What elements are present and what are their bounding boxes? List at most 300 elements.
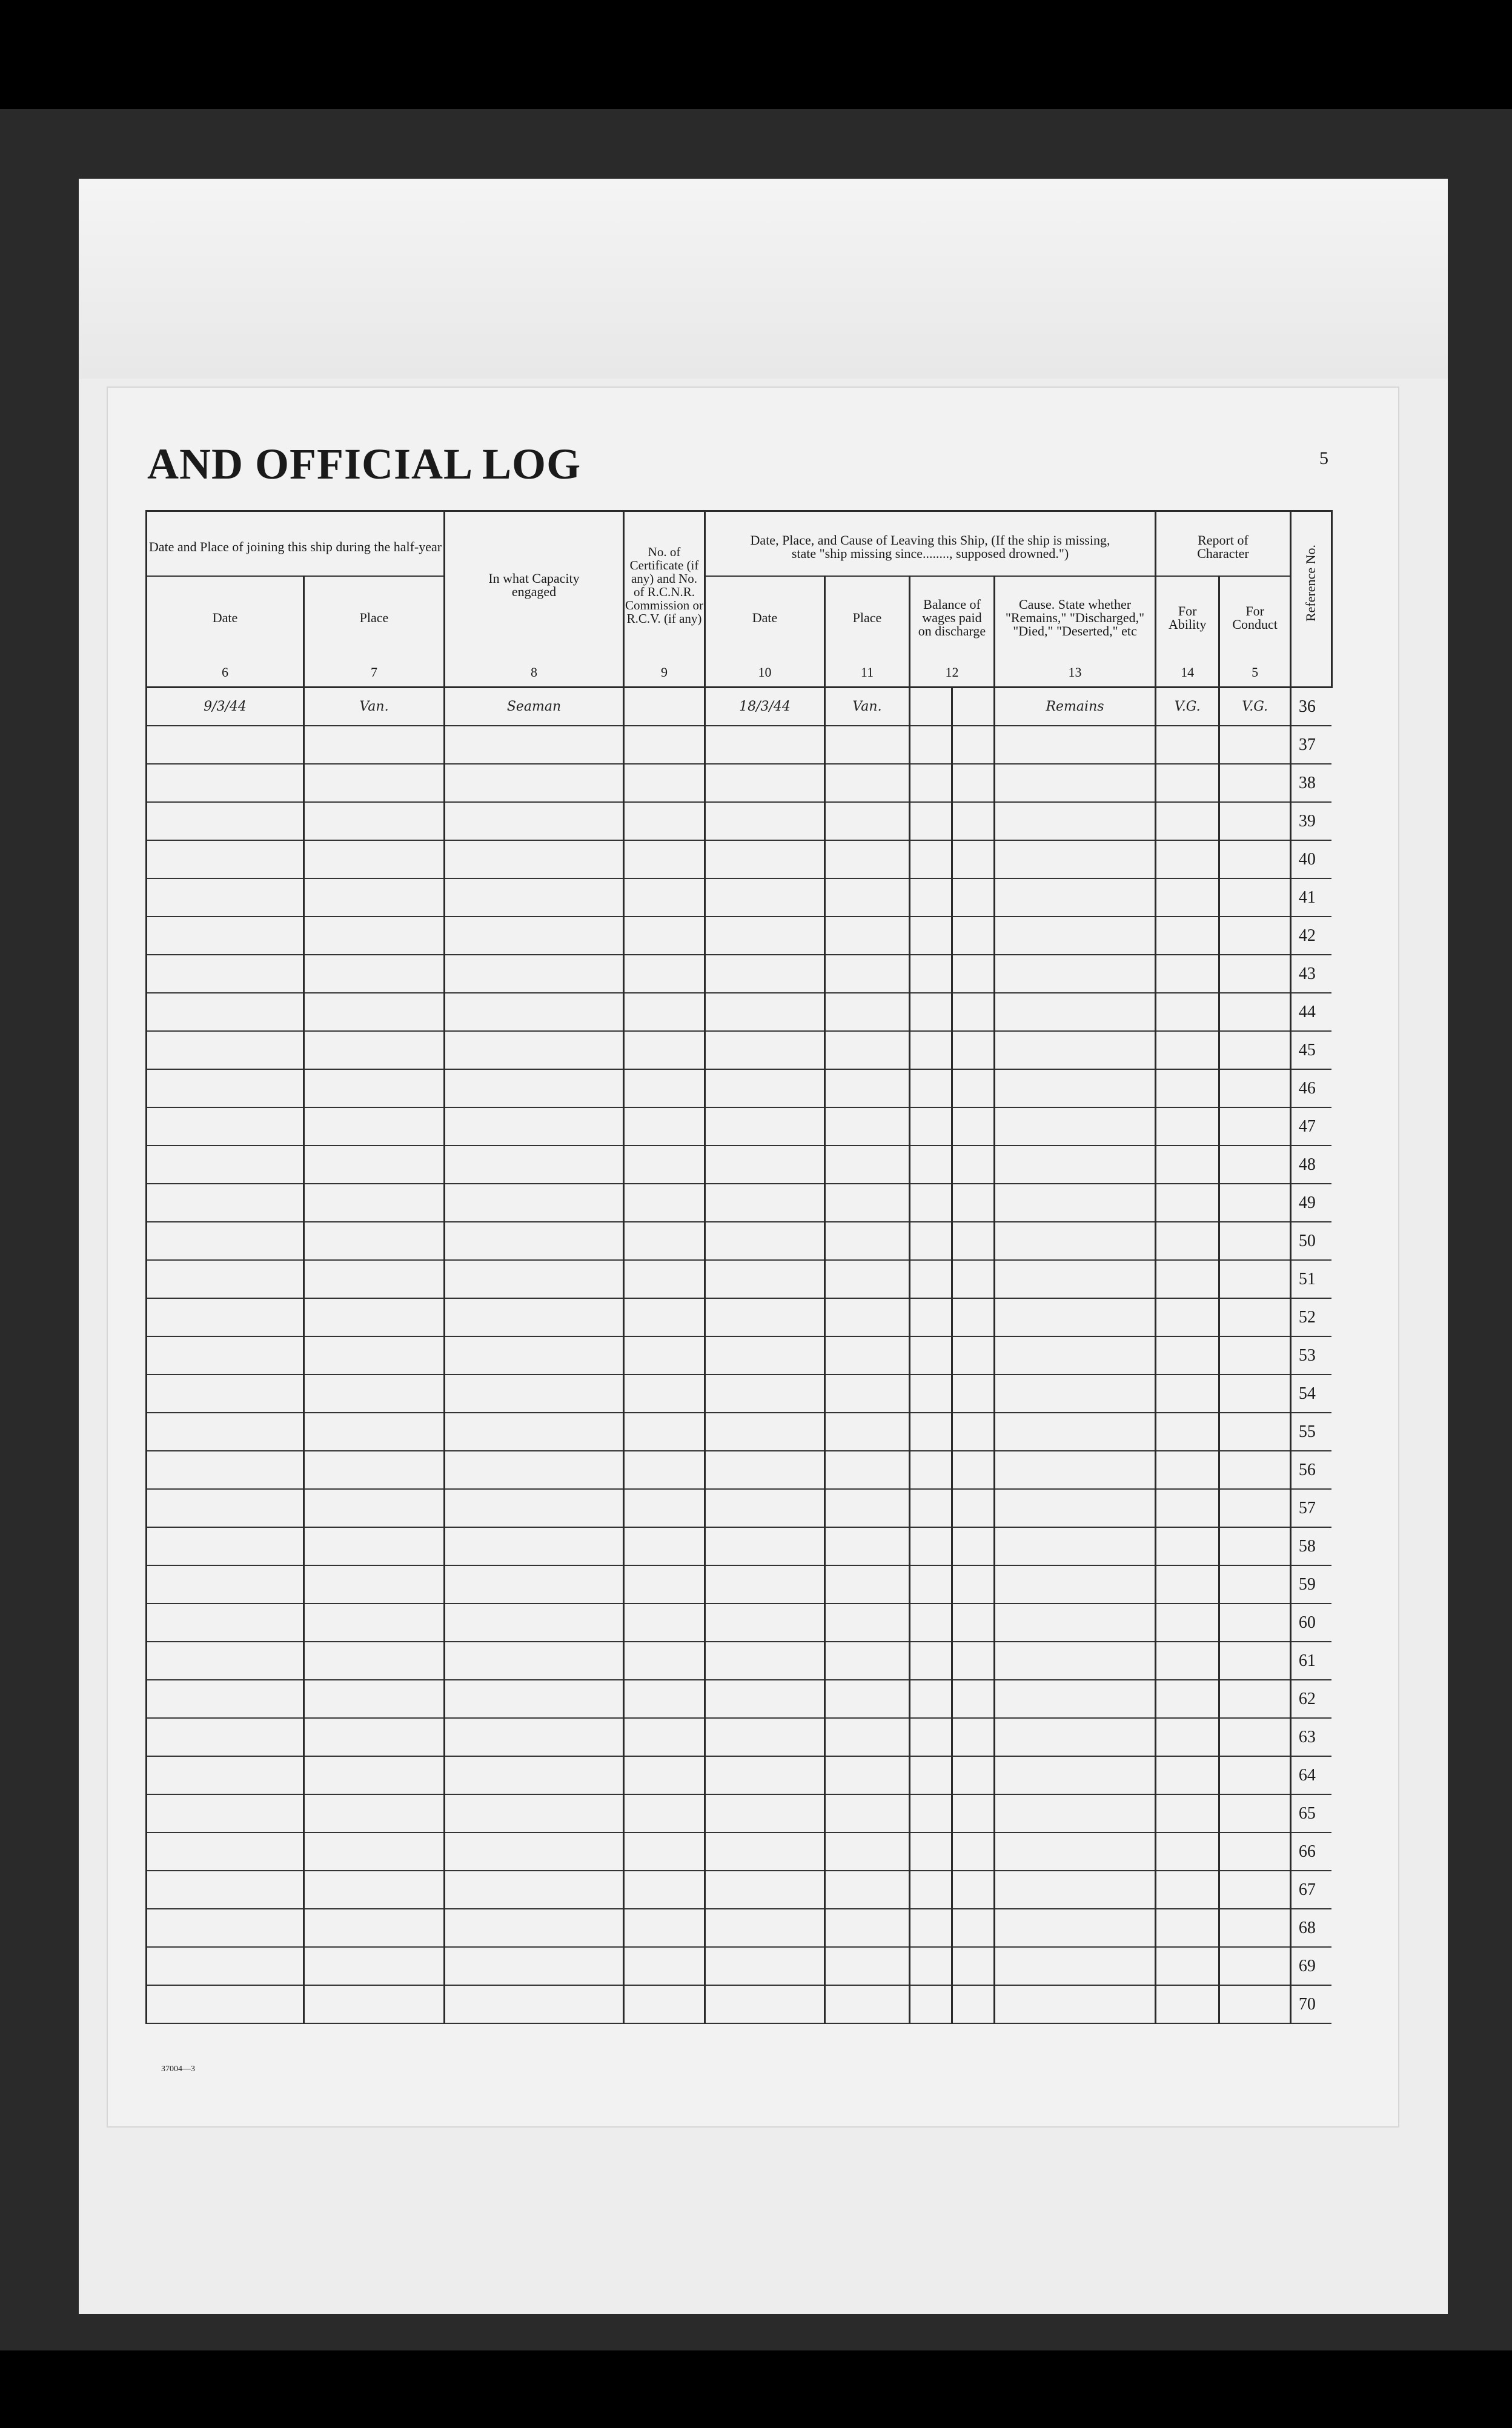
ability-cell bbox=[1156, 1833, 1219, 1871]
reference-number: 49 bbox=[1290, 1184, 1331, 1222]
column-number: 14 bbox=[1156, 658, 1219, 688]
leave-place-cell bbox=[825, 1146, 910, 1184]
leave-date-cell bbox=[705, 1260, 825, 1298]
conduct-cell bbox=[1219, 1222, 1291, 1260]
cause-cell bbox=[995, 1298, 1156, 1336]
capacity-cell bbox=[445, 1680, 624, 1718]
certificate-cell bbox=[624, 1642, 705, 1680]
conduct-cell bbox=[1219, 1680, 1291, 1718]
join-date-cell bbox=[147, 1298, 304, 1336]
leave-place-cell bbox=[825, 917, 910, 955]
reference-number: 38 bbox=[1290, 764, 1331, 802]
conduct-cell bbox=[1219, 955, 1291, 993]
join-date-cell bbox=[147, 1069, 304, 1107]
join-date-cell bbox=[147, 1222, 304, 1260]
leave-place-cell bbox=[825, 1184, 910, 1222]
ability-cell bbox=[1156, 1794, 1219, 1833]
conduct-cell bbox=[1219, 878, 1291, 917]
join-date-cell bbox=[147, 1794, 304, 1833]
join-date-cell bbox=[147, 1565, 304, 1604]
capacity-cell bbox=[445, 1604, 624, 1642]
join-place-cell bbox=[304, 1222, 445, 1260]
reference-number: 62 bbox=[1290, 1680, 1331, 1718]
certificate-cell bbox=[624, 802, 705, 840]
leave-date-cell bbox=[705, 1642, 825, 1680]
table-row bbox=[147, 1451, 1332, 1489]
certificate-cell bbox=[624, 1336, 705, 1375]
leave-date-cell bbox=[705, 1184, 825, 1222]
certificate-cell bbox=[624, 993, 705, 1031]
table-row bbox=[147, 1756, 1332, 1794]
capacity-cell bbox=[445, 840, 624, 878]
join-place-cell bbox=[304, 1947, 445, 1985]
capacity-cell bbox=[445, 1642, 624, 1680]
capacity-cell bbox=[445, 1298, 624, 1336]
leave-date-cell bbox=[705, 1680, 825, 1718]
conduct-cell bbox=[1219, 1146, 1291, 1184]
join-date-cell bbox=[147, 1184, 304, 1222]
balance-dollars-cell bbox=[910, 1565, 952, 1604]
balance-cents-cell bbox=[952, 1985, 995, 2023]
conduct-cell bbox=[1219, 1489, 1291, 1527]
capacity-cell bbox=[445, 764, 624, 802]
balance-dollars-cell bbox=[910, 1375, 952, 1413]
reference-number: 55 bbox=[1290, 1413, 1331, 1451]
balance-dollars-cell bbox=[910, 1833, 952, 1871]
reference-number: 48 bbox=[1290, 1146, 1331, 1184]
certificate-cell bbox=[624, 1871, 705, 1909]
join-place-cell bbox=[304, 1031, 445, 1069]
reference-number: 41 bbox=[1290, 878, 1331, 917]
cause-cell bbox=[995, 1985, 1156, 2023]
leave-date-cell bbox=[705, 1947, 825, 1985]
certificate-cell bbox=[624, 1489, 705, 1527]
balance-cents-cell bbox=[952, 1260, 995, 1298]
cause-cell bbox=[995, 1146, 1156, 1184]
join-date-cell bbox=[147, 955, 304, 993]
table-row bbox=[147, 1604, 1332, 1642]
balance-dollars-cell bbox=[910, 1031, 952, 1069]
leave-date-cell bbox=[705, 1909, 825, 1947]
balance-cents-cell bbox=[952, 1298, 995, 1336]
join-place-cell bbox=[304, 802, 445, 840]
certificate-cell bbox=[624, 1718, 705, 1756]
balance-cents-cell bbox=[952, 917, 995, 955]
table-row bbox=[147, 802, 1332, 840]
join-place-cell bbox=[304, 726, 445, 764]
leave-place-cell bbox=[825, 1375, 910, 1413]
ability-cell bbox=[1156, 1909, 1219, 1947]
leave-date-cell bbox=[705, 1146, 825, 1184]
capacity-cell bbox=[445, 1756, 624, 1794]
leave-date-cell bbox=[705, 726, 825, 764]
join-place-cell bbox=[304, 840, 445, 878]
cause-cell bbox=[995, 1336, 1156, 1375]
ability-cell bbox=[1156, 1947, 1219, 1985]
ability-cell bbox=[1156, 1031, 1219, 1069]
join-place-cell bbox=[304, 1794, 445, 1833]
leave-place-cell bbox=[825, 764, 910, 802]
cause-cell bbox=[995, 993, 1156, 1031]
table-row bbox=[147, 1069, 1332, 1107]
table-row bbox=[147, 1794, 1332, 1833]
join-date-cell bbox=[147, 1451, 304, 1489]
ability-cell bbox=[1156, 1375, 1219, 1413]
leave-date-cell bbox=[705, 1413, 825, 1451]
reference-number: 67 bbox=[1290, 1871, 1331, 1909]
balance-cents-cell bbox=[952, 878, 995, 917]
reference-number: 70 bbox=[1290, 1985, 1331, 2023]
table-row bbox=[147, 1680, 1332, 1718]
join-date-cell bbox=[147, 1871, 304, 1909]
table-row bbox=[147, 1375, 1332, 1413]
ability-cell bbox=[1156, 764, 1219, 802]
balance-dollars-cell bbox=[910, 1718, 952, 1756]
leave-place-cell bbox=[825, 1565, 910, 1604]
balance-cents-cell bbox=[952, 1604, 995, 1642]
leave-date-cell bbox=[705, 1565, 825, 1604]
cause-cell bbox=[995, 1909, 1156, 1947]
cause-cell bbox=[995, 1871, 1156, 1909]
leave-place-cell bbox=[825, 1947, 910, 1985]
ability-cell bbox=[1156, 1565, 1219, 1604]
ability-cell bbox=[1156, 1260, 1219, 1298]
balance-dollars-cell bbox=[910, 1909, 952, 1947]
column-number: 6 bbox=[147, 658, 304, 688]
leave-place-cell bbox=[825, 955, 910, 993]
cause-cell bbox=[995, 1527, 1156, 1565]
balance-dollars-cell bbox=[910, 1107, 952, 1146]
balance-dollars-cell bbox=[910, 688, 952, 726]
reference-number: 60 bbox=[1290, 1604, 1331, 1642]
conduct-cell bbox=[1219, 1565, 1291, 1604]
conduct-cell bbox=[1219, 1031, 1291, 1069]
cause-cell bbox=[995, 1833, 1156, 1871]
cause-cell bbox=[995, 1642, 1156, 1680]
join-place-cell bbox=[304, 1451, 445, 1489]
table-row bbox=[147, 1184, 1332, 1222]
conduct-cell bbox=[1219, 1871, 1291, 1909]
reference-number: 45 bbox=[1290, 1031, 1331, 1069]
table-row bbox=[147, 1260, 1332, 1298]
capacity-cell bbox=[445, 802, 624, 840]
join-date-cell bbox=[147, 1527, 304, 1565]
table-row bbox=[147, 1222, 1332, 1260]
conduct-cell bbox=[1219, 764, 1291, 802]
leave-date-cell bbox=[705, 1833, 825, 1871]
header-joining-place: Place bbox=[304, 576, 445, 658]
capacity-cell bbox=[445, 1565, 624, 1604]
header-for-conduct: For Conduct bbox=[1219, 576, 1291, 658]
conduct-cell bbox=[1219, 1985, 1291, 2023]
conduct-cell bbox=[1219, 840, 1291, 878]
reference-number: 47 bbox=[1290, 1107, 1331, 1146]
leave-date-cell bbox=[705, 764, 825, 802]
join-date-cell bbox=[147, 1146, 304, 1184]
leave-place-cell bbox=[825, 1489, 910, 1527]
reference-number: 68 bbox=[1290, 1909, 1331, 1947]
ability-cell bbox=[1156, 1336, 1219, 1375]
cause-cell bbox=[995, 1260, 1156, 1298]
reference-number: 54 bbox=[1290, 1375, 1331, 1413]
capacity-cell bbox=[445, 1336, 624, 1375]
reference-number: 42 bbox=[1290, 917, 1331, 955]
ability-cell bbox=[1156, 955, 1219, 993]
ability-cell bbox=[1156, 802, 1219, 840]
leave-date-cell bbox=[705, 1375, 825, 1413]
balance-dollars-cell bbox=[910, 726, 952, 764]
balance-cents-cell bbox=[952, 688, 995, 726]
leave-place-cell bbox=[825, 1680, 910, 1718]
leave-date-cell bbox=[705, 1489, 825, 1527]
reference-number: 56 bbox=[1290, 1451, 1331, 1489]
balance-cents-cell bbox=[952, 1336, 995, 1375]
capacity-cell bbox=[445, 955, 624, 993]
capacity-cell bbox=[445, 1909, 624, 1947]
header-leaving-date: Date bbox=[705, 576, 825, 658]
ability-cell bbox=[1156, 1146, 1219, 1184]
conduct-cell bbox=[1219, 1336, 1291, 1375]
join-date-cell bbox=[147, 917, 304, 955]
leave-date-cell bbox=[705, 1871, 825, 1909]
conduct-cell bbox=[1219, 1947, 1291, 1985]
certificate-cell bbox=[624, 1527, 705, 1565]
certificate-cell bbox=[624, 1985, 705, 2023]
reference-number: 39 bbox=[1290, 802, 1331, 840]
ability-cell bbox=[1156, 1604, 1219, 1642]
leave-place-cell bbox=[825, 1985, 910, 2023]
join-date-cell: 9/3/44 bbox=[147, 688, 304, 726]
join-place-cell bbox=[304, 1756, 445, 1794]
balance-cents-cell bbox=[952, 1756, 995, 1794]
leave-place-cell bbox=[825, 1604, 910, 1642]
column-number-blank bbox=[1290, 658, 1331, 688]
conduct-cell bbox=[1219, 1909, 1291, 1947]
header-joining-date: Date bbox=[147, 576, 304, 658]
reference-number: 59 bbox=[1290, 1565, 1331, 1604]
reference-number: 40 bbox=[1290, 840, 1331, 878]
balance-cents-cell bbox=[952, 1642, 995, 1680]
conduct-cell bbox=[1219, 1069, 1291, 1107]
ability-cell bbox=[1156, 1756, 1219, 1794]
capacity-cell bbox=[445, 1794, 624, 1833]
column-number: 10 bbox=[705, 658, 825, 688]
conduct-cell bbox=[1219, 802, 1291, 840]
certificate-cell bbox=[624, 1833, 705, 1871]
header-reference-no bbox=[1290, 511, 1331, 659]
leave-place-cell bbox=[825, 1909, 910, 1947]
balance-cents-cell bbox=[952, 1947, 995, 1985]
reference-number: 36 bbox=[1290, 688, 1331, 726]
balance-dollars-cell bbox=[910, 1642, 952, 1680]
leave-date-cell bbox=[705, 1222, 825, 1260]
capacity-cell bbox=[445, 1222, 624, 1260]
certificate-cell bbox=[624, 1031, 705, 1069]
join-place-cell bbox=[304, 1298, 445, 1336]
header-balance: Balance of wages paid on discharge bbox=[910, 576, 995, 658]
certificate-cell bbox=[624, 1451, 705, 1489]
table-row bbox=[147, 1031, 1332, 1069]
cause-cell bbox=[995, 1947, 1156, 1985]
leave-date-cell bbox=[705, 1298, 825, 1336]
balance-cents-cell bbox=[952, 1222, 995, 1260]
ability-cell bbox=[1156, 993, 1219, 1031]
balance-dollars-cell bbox=[910, 1222, 952, 1260]
certificate-cell bbox=[624, 1375, 705, 1413]
cause-cell bbox=[995, 1451, 1156, 1489]
join-place-cell bbox=[304, 1871, 445, 1909]
balance-dollars-cell bbox=[910, 1146, 952, 1184]
conduct-cell bbox=[1219, 917, 1291, 955]
capacity-cell bbox=[445, 1833, 624, 1871]
join-place-cell bbox=[304, 764, 445, 802]
balance-cents-cell bbox=[952, 1451, 995, 1489]
cause-cell bbox=[995, 764, 1156, 802]
table-row bbox=[147, 1489, 1332, 1527]
conduct-cell bbox=[1219, 1451, 1291, 1489]
balance-cents-cell bbox=[952, 1833, 995, 1871]
header-character-group: Report of Character bbox=[1156, 511, 1291, 577]
conduct-cell bbox=[1219, 1718, 1291, 1756]
cause-cell bbox=[995, 878, 1156, 917]
column-number: 7 bbox=[304, 658, 445, 688]
conduct-cell bbox=[1219, 1184, 1291, 1222]
balance-cents-cell bbox=[952, 1718, 995, 1756]
header-leaving-group: Date, Place, and Cause of Leaving this Ship, (If the ship is missing, state "ship missing since........, supposed drowned.") bbox=[705, 511, 1156, 577]
leave-place-cell bbox=[825, 726, 910, 764]
certificate-cell bbox=[624, 1909, 705, 1947]
certificate-cell bbox=[624, 1604, 705, 1642]
balance-dollars-cell bbox=[910, 1871, 952, 1909]
join-date-cell bbox=[147, 1756, 304, 1794]
ability-cell bbox=[1156, 1069, 1219, 1107]
ability-cell bbox=[1156, 1107, 1219, 1146]
balance-cents-cell bbox=[952, 1909, 995, 1947]
leave-place-cell bbox=[825, 1336, 910, 1375]
balance-cents-cell bbox=[952, 1527, 995, 1565]
table-row bbox=[147, 1527, 1332, 1565]
balance-dollars-cell bbox=[910, 917, 952, 955]
column-number: 5 bbox=[1219, 658, 1291, 688]
header-for-ability: For Ability bbox=[1156, 576, 1219, 658]
capacity-cell bbox=[445, 1184, 624, 1222]
table-row bbox=[147, 955, 1332, 993]
conduct-cell bbox=[1219, 1298, 1291, 1336]
capacity-cell bbox=[445, 1718, 624, 1756]
column-number: 13 bbox=[995, 658, 1156, 688]
ability-cell bbox=[1156, 1451, 1219, 1489]
leave-place-cell bbox=[825, 878, 910, 917]
reference-number: 66 bbox=[1290, 1833, 1331, 1871]
leave-place-cell bbox=[825, 1833, 910, 1871]
conduct-cell bbox=[1219, 1642, 1291, 1680]
capacity-cell bbox=[445, 878, 624, 917]
certificate-cell bbox=[624, 1260, 705, 1298]
table-row bbox=[147, 1298, 1332, 1336]
join-place-cell bbox=[304, 1718, 445, 1756]
page-title: AND OFFICIAL LOG bbox=[147, 440, 582, 488]
balance-cents-cell bbox=[952, 1184, 995, 1222]
certificate-cell bbox=[624, 1184, 705, 1222]
ability-cell bbox=[1156, 1298, 1219, 1336]
conduct-cell bbox=[1219, 1794, 1291, 1833]
leave-place-cell bbox=[825, 1871, 910, 1909]
balance-dollars-cell bbox=[910, 1298, 952, 1336]
leave-date-cell bbox=[705, 1069, 825, 1107]
leave-date-cell bbox=[705, 840, 825, 878]
balance-cents-cell bbox=[952, 1107, 995, 1146]
balance-cents-cell bbox=[952, 840, 995, 878]
conduct-cell bbox=[1219, 1604, 1291, 1642]
cause-cell bbox=[995, 1107, 1156, 1146]
balance-cents-cell bbox=[952, 726, 995, 764]
balance-dollars-cell bbox=[910, 1527, 952, 1565]
table-row bbox=[147, 1871, 1332, 1909]
join-place-cell bbox=[304, 955, 445, 993]
balance-dollars-cell bbox=[910, 1680, 952, 1718]
balance-dollars-cell bbox=[910, 1260, 952, 1298]
certificate-cell bbox=[624, 955, 705, 993]
certificate-cell bbox=[624, 1222, 705, 1260]
conduct-cell: V.G. bbox=[1219, 688, 1291, 726]
conduct-cell bbox=[1219, 726, 1291, 764]
conduct-cell bbox=[1219, 1833, 1291, 1871]
leave-place-cell bbox=[825, 1260, 910, 1298]
leave-date-cell: 18/3/44 bbox=[705, 688, 825, 726]
join-date-cell bbox=[147, 1375, 304, 1413]
table-row bbox=[147, 1565, 1332, 1604]
cause-cell bbox=[995, 1375, 1156, 1413]
join-date-cell bbox=[147, 726, 304, 764]
leave-date-cell bbox=[705, 955, 825, 993]
leave-date-cell bbox=[705, 1107, 825, 1146]
cause-cell bbox=[995, 1489, 1156, 1527]
leave-date-cell bbox=[705, 802, 825, 840]
cause-cell bbox=[995, 1718, 1156, 1756]
leave-place-cell bbox=[825, 1718, 910, 1756]
balance-dollars-cell bbox=[910, 993, 952, 1031]
leave-place-cell bbox=[825, 1031, 910, 1069]
leave-date-cell bbox=[705, 917, 825, 955]
join-place-cell bbox=[304, 993, 445, 1031]
certificate-cell bbox=[624, 1146, 705, 1184]
leave-date-cell bbox=[705, 1756, 825, 1794]
certificate-cell bbox=[624, 917, 705, 955]
join-place-cell bbox=[304, 1413, 445, 1451]
balance-cents-cell bbox=[952, 764, 995, 802]
join-date-cell bbox=[147, 1642, 304, 1680]
ability-cell bbox=[1156, 726, 1219, 764]
balance-dollars-cell bbox=[910, 1604, 952, 1642]
balance-cents-cell bbox=[952, 955, 995, 993]
leave-date-cell bbox=[705, 1604, 825, 1642]
join-date-cell bbox=[147, 1336, 304, 1375]
balance-dollars-cell bbox=[910, 955, 952, 993]
join-place-cell bbox=[304, 1489, 445, 1527]
join-place-cell bbox=[304, 1069, 445, 1107]
join-date-cell bbox=[147, 1909, 304, 1947]
certificate-cell bbox=[624, 878, 705, 917]
ability-cell bbox=[1156, 878, 1219, 917]
ability-cell bbox=[1156, 1222, 1219, 1260]
balance-cents-cell bbox=[952, 993, 995, 1031]
table-row bbox=[147, 917, 1332, 955]
reference-number: 65 bbox=[1290, 1794, 1331, 1833]
ability-cell bbox=[1156, 840, 1219, 878]
leave-place-cell bbox=[825, 1794, 910, 1833]
cause-cell bbox=[995, 955, 1156, 993]
certificate-cell bbox=[624, 1794, 705, 1833]
